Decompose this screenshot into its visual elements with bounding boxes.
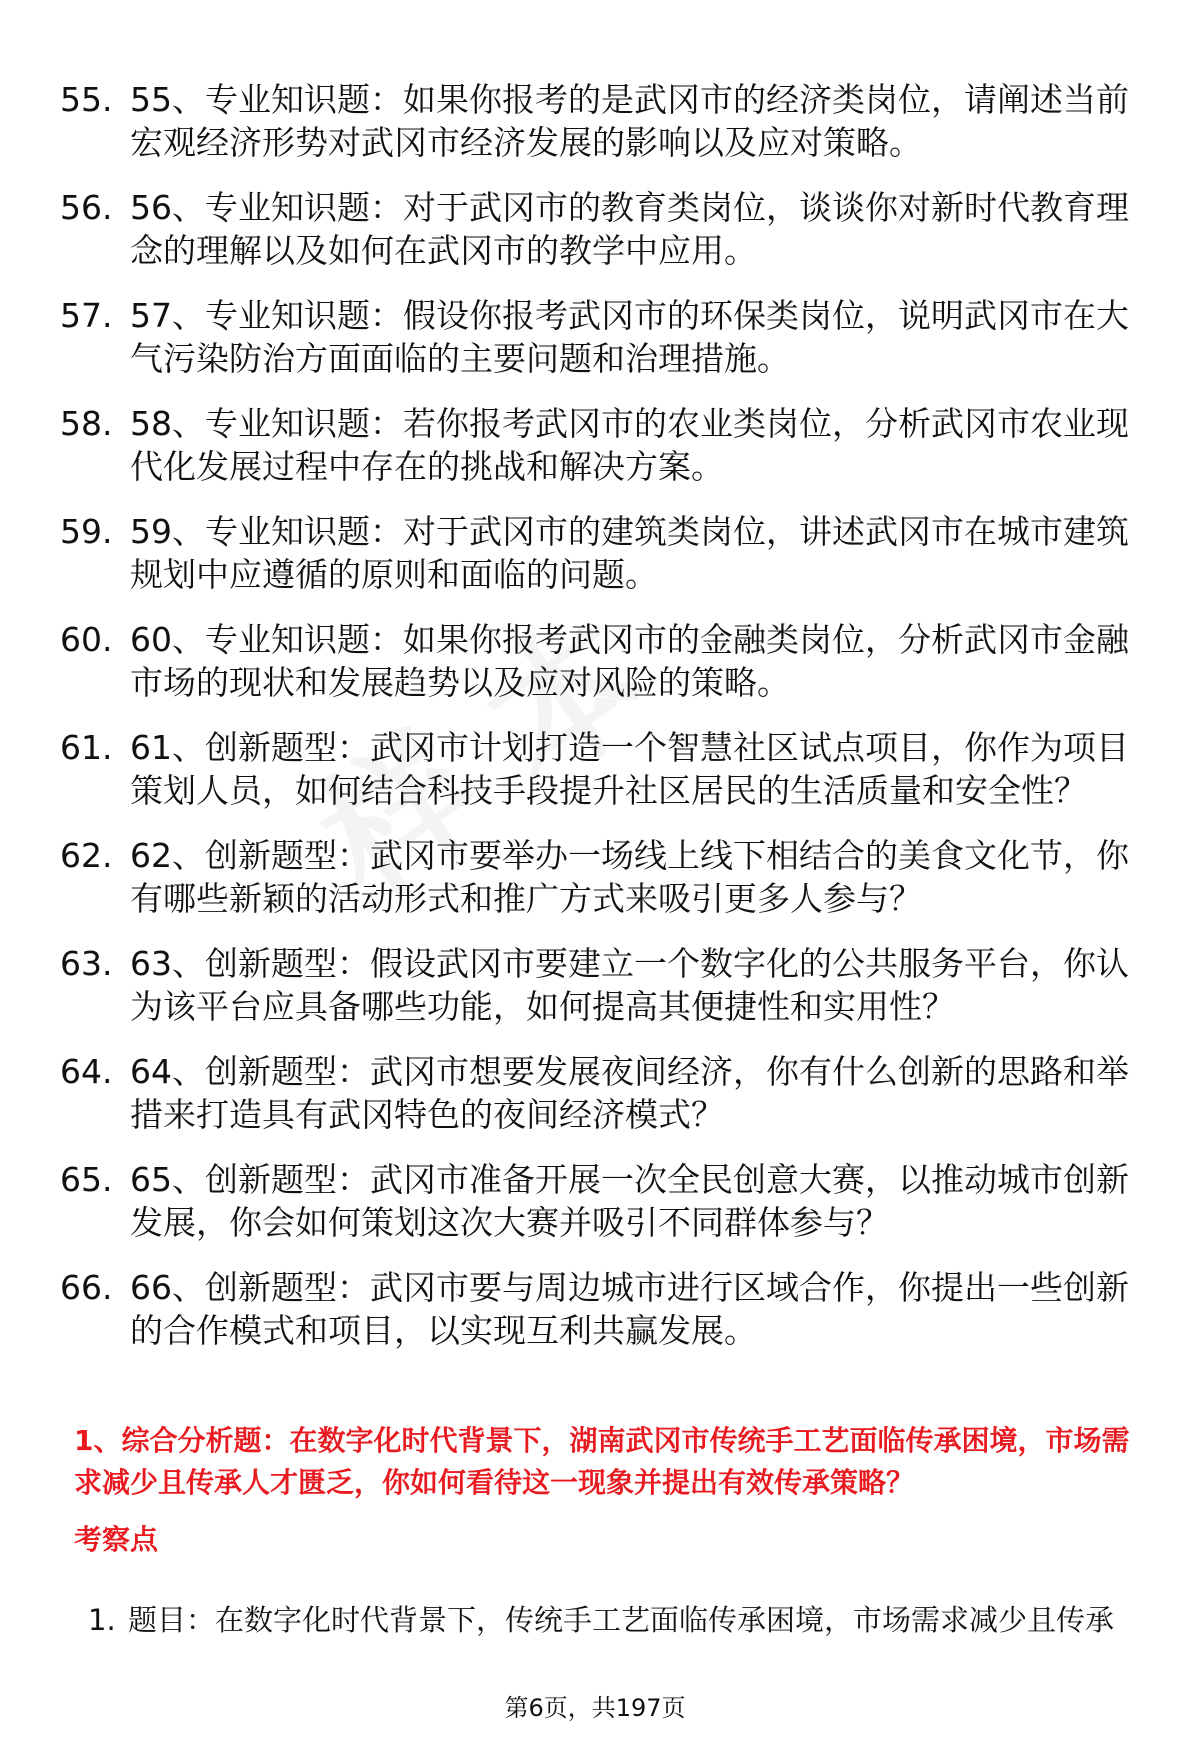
question-text: 65、创新题型：武冈市准备开展一次全民创意大赛，以推动城市创新发展，你会如何策划这次大赛并吸引不同群体参与？ (130, 1160, 1129, 1242)
list-item-number: 1. (88, 1603, 116, 1637)
question-text: 60、专业知识题：如果你报考武冈市的金融类岗位，分析武冈市金融市场的现状和发展趋势以及应对风险的策略。 (130, 620, 1129, 702)
question-item (60, 1266, 1160, 1352)
question-number: 65. (60, 1160, 113, 1199)
question-text: 56、专业知识题：对于武冈市的教育类岗位，谈谈你对新时代教育理念的理解以及如何在武冈市的教学中应用。 (130, 188, 1129, 270)
question-item (60, 1050, 1160, 1136)
question-text: 57、专业知识题：假设你报考武冈市的环保类岗位，说明武冈市在大气污染防治方面面临的主要问题和治理措施。 (130, 296, 1129, 378)
question-item (60, 726, 1160, 812)
question-item (60, 942, 1160, 1028)
question-item (60, 618, 1160, 704)
question-number: 64. (60, 1052, 113, 1091)
question-item (60, 402, 1160, 488)
question-item (60, 294, 1160, 380)
section-heading: 1、综合分析题：在数字化时代背景下，湖南武冈市传统手工艺面临传承困境，市场需求减少且传承人才匮乏，你如何看待这一现象并提出有效传承策略？ (74, 1424, 1130, 1499)
question-item (60, 1158, 1160, 1244)
question-number: 56. (60, 188, 113, 227)
question-number: 63. (60, 944, 113, 983)
question-item (60, 186, 1160, 272)
list-item (88, 1600, 1168, 1640)
question-number: 66. (60, 1268, 113, 1307)
question-number: 59. (60, 512, 113, 551)
question-number: 58. (60, 404, 113, 443)
question-item (60, 510, 1160, 596)
question-item (60, 834, 1160, 920)
question-text: 62、创新题型：武冈市要举办一场线上线下相结合的美食文化节，你有哪些新颖的活动形式和推广方式来吸引更多人参与？ (130, 836, 1129, 918)
question-number: 61. (60, 728, 113, 767)
question-text: 64、创新题型：武冈市想要发展夜间经济，你有什么创新的思路和举措来打造具有武冈特色的夜间经济模式？ (130, 1052, 1129, 1134)
examination-points-list (88, 1600, 1168, 1640)
list-item-text: 题目：在数字化时代背景下，传统手工艺面临传承困境，市场需求减少且传承 (128, 1603, 1115, 1637)
question-item (60, 78, 1160, 164)
question-text: 58、专业知识题：若你报考武冈市的农业类岗位，分析武冈市农业现代化发展过程中存在的挑战和解决方案。 (130, 404, 1129, 486)
question-text: 66、创新题型：武冈市要与周边城市进行区域合作，你提出一些创新的合作模式和项目，以实现互利共赢发展。 (130, 1268, 1129, 1350)
question-text: 55、专业知识题：如果你报考的是武冈市的经济类岗位，请阐述当前宏观经济形势对武冈市经济发展的影响以及应对策略。 (130, 80, 1129, 162)
question-number: 57. (60, 296, 113, 335)
question-number: 62. (60, 836, 113, 875)
question-text: 61、创新题型：武冈市计划打造一个智慧社区试点项目，你作为项目策划人员，如何结合科技手段提升社区居民的生活质量和安全性？ (130, 728, 1129, 810)
question-text: 63、创新题型：假设武冈市要建立一个数字化的公共服务平台，你认为该平台应具备哪些功能，如何提高其便捷性和实用性？ (130, 944, 1129, 1026)
page-footer: 第6页，共197页 (504, 1694, 686, 1722)
question-number: 55. (60, 80, 113, 119)
section-subheading: 考察点 (74, 1523, 159, 1556)
question-list (60, 78, 1160, 1374)
question-text: 59、专业知识题：对于武冈市的建筑类岗位，讲述武冈市在城市建筑规划中应遵循的原则和面临的问题。 (130, 512, 1129, 594)
question-number: 60. (60, 620, 113, 659)
